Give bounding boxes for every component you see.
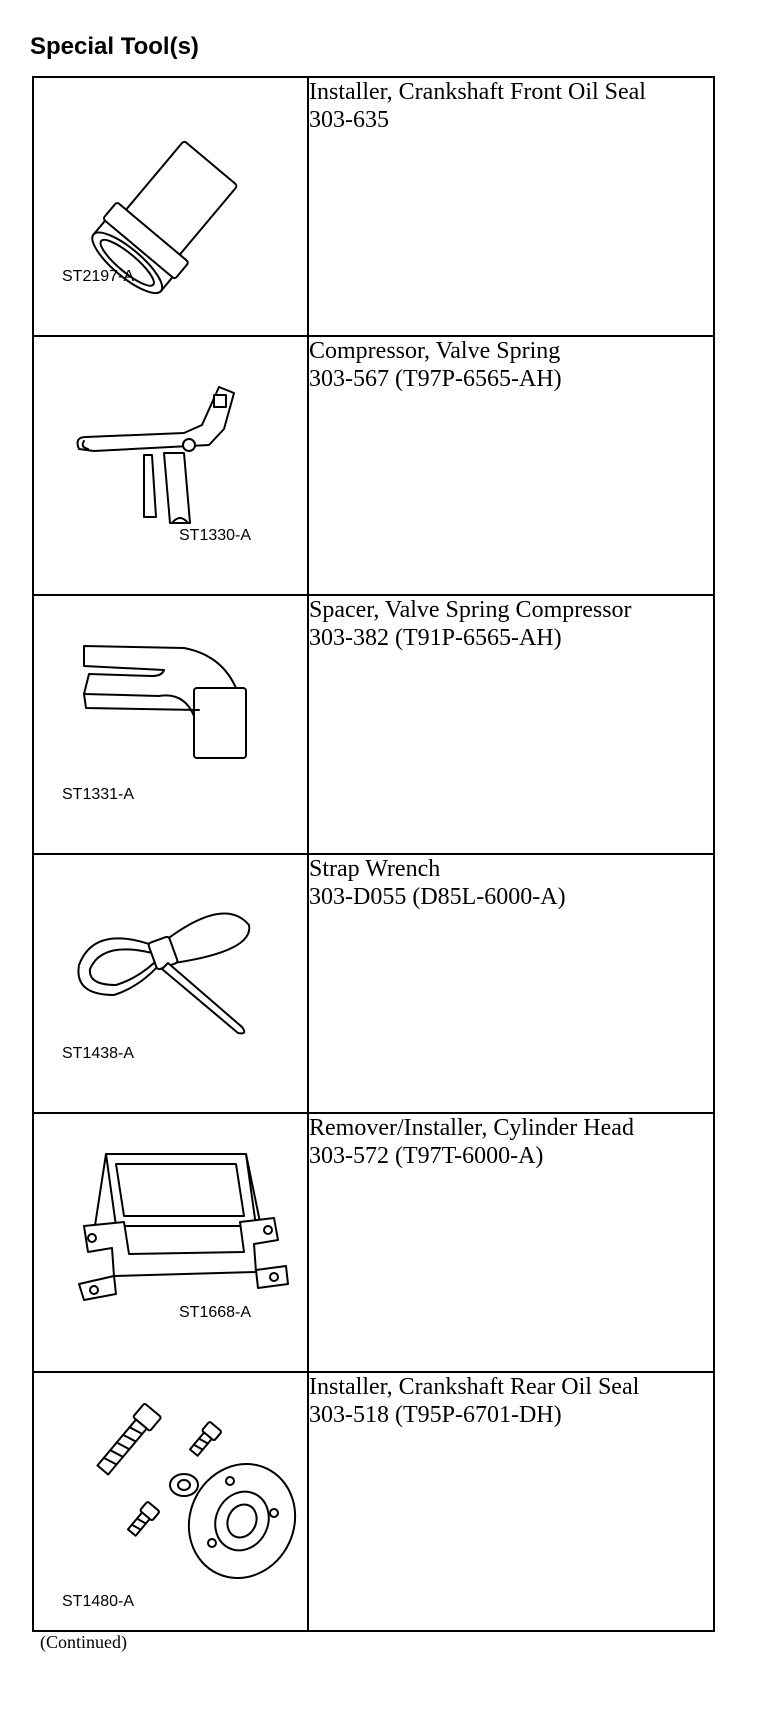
strap-wrench-icon xyxy=(34,855,307,1112)
tool-number: 303-635 xyxy=(309,107,389,133)
tool-name: Strap Wrench xyxy=(309,856,441,882)
table-row xyxy=(33,1372,714,1631)
tool-illustration-cell xyxy=(33,595,308,854)
table-row xyxy=(33,1113,714,1372)
tool-code: ST1331-A xyxy=(62,786,135,803)
table-row xyxy=(33,336,714,595)
tool-illustration-cell xyxy=(33,854,308,1113)
tool-name: Compressor, Valve Spring xyxy=(309,338,561,364)
tool-name: Spacer, Valve Spring Compressor xyxy=(309,597,632,623)
cylinder-head-bracket-icon xyxy=(34,1114,307,1371)
tool-illustration-cell xyxy=(33,1372,308,1631)
tool-number: 303-518 (T95P-6701-DH) xyxy=(309,1402,562,1428)
tool-name: Remover/Installer, Cylinder Head xyxy=(309,1115,634,1141)
tool-description-cell xyxy=(308,854,714,1113)
tool-number: 303-567 (T97P-6565-AH) xyxy=(309,366,562,392)
tool-description-cell xyxy=(308,1372,714,1631)
tool-code: ST1438-A xyxy=(62,1045,135,1062)
tool-description-cell xyxy=(308,1113,714,1372)
tool-number: 303-572 (T97T-6000-A) xyxy=(309,1143,544,1169)
table-row xyxy=(33,77,714,336)
spacer-icon xyxy=(34,596,307,853)
tool-number: 303-D055 (D85L-6000-A) xyxy=(309,884,566,910)
tool-code: ST1330-A xyxy=(179,527,252,544)
tool-description-cell xyxy=(308,595,714,854)
tool-code: ST2197-A xyxy=(62,268,135,285)
tool-code: ST1480-A xyxy=(62,1593,135,1610)
tool-illustration-cell xyxy=(33,1113,308,1372)
valve-spring-compressor-icon xyxy=(34,337,307,594)
tool-name: Installer, Crankshaft Front Oil Seal xyxy=(309,79,646,105)
continued-note: (Continued) xyxy=(40,1632,127,1652)
tool-description-cell xyxy=(308,336,714,595)
tool-number: 303-382 (T91P-6565-AH) xyxy=(309,625,562,651)
special-tools-table xyxy=(32,76,715,1632)
section-heading: Special Tool(s) xyxy=(30,33,199,60)
table-row xyxy=(33,595,714,854)
table-row xyxy=(33,854,714,1113)
tool-code: ST1668-A xyxy=(179,1304,252,1321)
oil-seal-installer-icon xyxy=(34,78,307,335)
tool-illustration-cell xyxy=(33,77,308,336)
tool-name: Installer, Crankshaft Rear Oil Seal xyxy=(309,1374,640,1400)
rear-seal-installer-icon xyxy=(34,1373,307,1630)
tool-illustration-cell xyxy=(33,336,308,595)
tool-description-cell xyxy=(308,77,714,336)
